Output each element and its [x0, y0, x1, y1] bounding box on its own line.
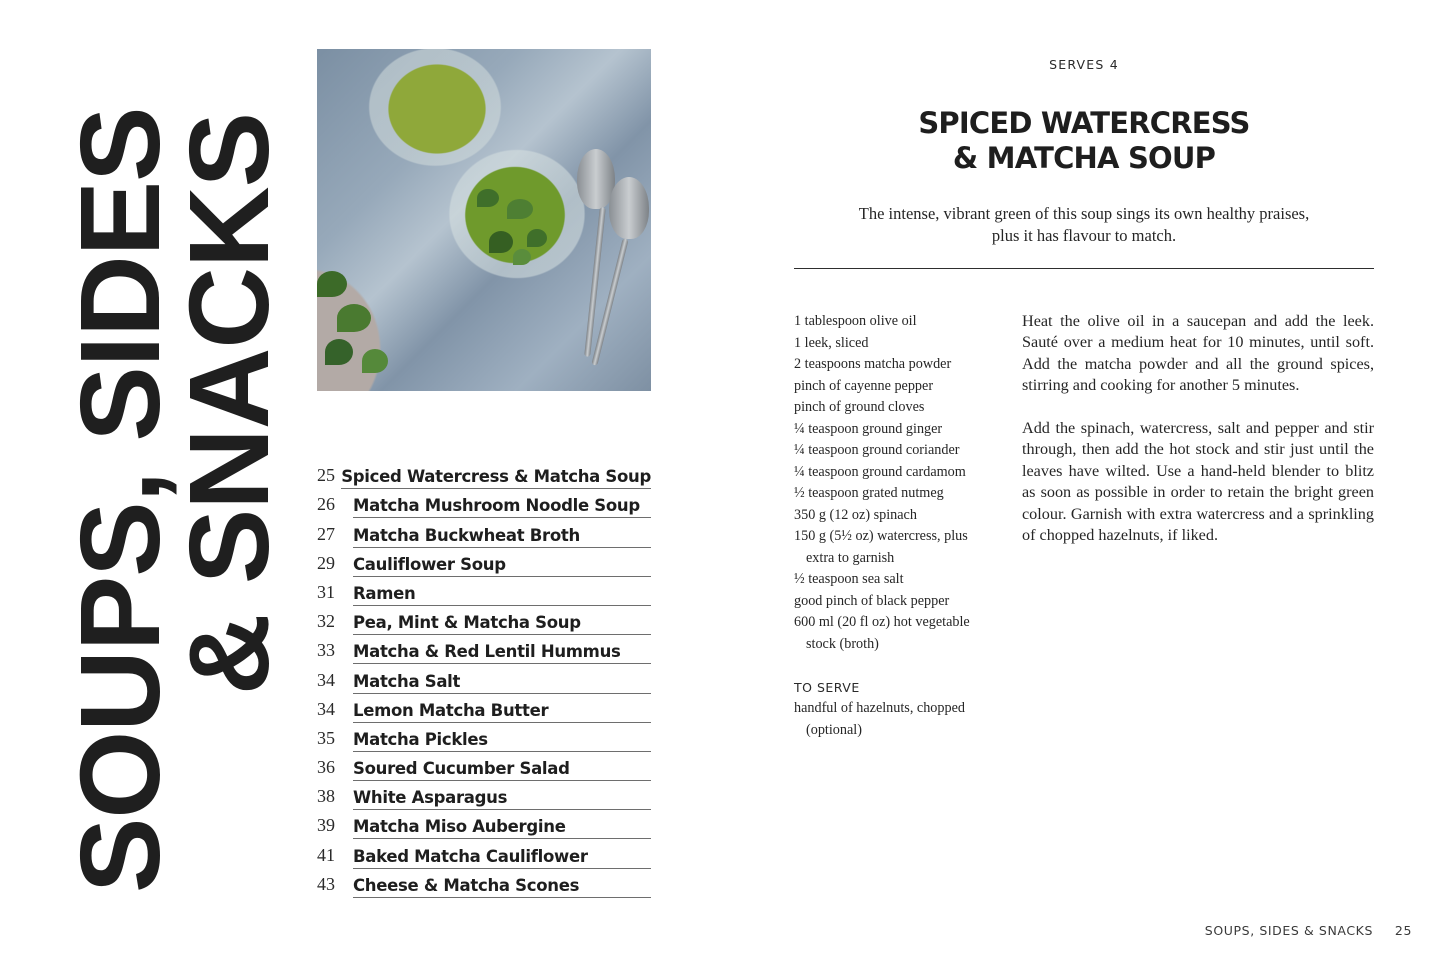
contents-page-number: 25 [317, 465, 335, 486]
contents-title[interactable]: Spiced Watercress & Matcha Soup [341, 467, 651, 489]
contents-item[interactable] [317, 460, 651, 489]
contents-title[interactable]: Cheese & Matcha Scones [353, 876, 651, 898]
chapter-title [57, 107, 292, 893]
method-step: Heat the olive oil in a saucepan and add the leek. Sauté over a medium heat for 10 minutes, until soft. Add the matcha powder and all the ground spices, stirring and cooking for another 5 minutes. [1022, 312, 1374, 395]
ingredient: ¼ teaspoon ground coriander [794, 442, 960, 458]
chapter-title-line-2: & SNACKS [166, 113, 292, 696]
contents-item[interactable] [317, 810, 651, 839]
contents-page-number: 43 [317, 873, 335, 894]
contents-page-number: 39 [317, 815, 335, 836]
ingredient: 2 teaspoons matcha powder [794, 356, 952, 372]
left-page [0, 0, 722, 960]
contents-item[interactable] [317, 664, 651, 693]
ingredient: good pinch of black pepper [794, 592, 950, 609]
ingredient: pinch of ground cloves [794, 399, 925, 415]
to-serve-heading: TO SERVE [794, 679, 860, 695]
ingredient: ½ teaspoon grated nutmeg [794, 485, 944, 501]
contents-title[interactable]: Matcha Buckwheat Broth [353, 526, 651, 548]
contents-page-number: 32 [317, 611, 335, 632]
page-number: 25 [1394, 923, 1412, 938]
intro-line-2: plus it has flavour to match. [991, 226, 1177, 245]
contents-title[interactable]: Matcha Mushroom Noodle Soup [353, 496, 651, 518]
contents-item[interactable] [317, 723, 651, 752]
ingredients-list [794, 311, 994, 741]
contents-page-number: 31 [317, 581, 335, 602]
contents-title[interactable]: Pea, Mint & Matcha Soup [353, 613, 651, 635]
contents-item[interactable] [317, 518, 651, 547]
method-step: Add the spinach, watercress, salt and pepper and stir through, then add the hot stock and stir just until the leaves have wilted. Use a hand-held blender to blitz as soon as possible in order to retain the bright green colour. Garnish with extra watercress and a sprinkling of chopped hazelnuts, if liked. [1022, 419, 1374, 545]
contents-item[interactable] [317, 869, 651, 898]
ingredient: 1 tablespoon olive oil [794, 313, 917, 329]
contents-item[interactable] [317, 781, 651, 810]
serves-label: SERVES 4 [1049, 57, 1119, 72]
method [1022, 311, 1374, 568]
contents-title[interactable]: Soured Cucumber Salad [353, 759, 651, 781]
page-footer [722, 923, 1422, 943]
contents-item[interactable] [317, 489, 651, 518]
contents-page-number: 41 [317, 844, 335, 865]
contents-title[interactable]: Ramen [353, 584, 651, 606]
contents-page-number: 33 [317, 640, 335, 661]
contents-page-number: 26 [317, 494, 335, 515]
contents-item[interactable] [317, 606, 651, 635]
ingredient: ½ teaspoon sea salt [794, 571, 904, 587]
right-page [722, 0, 1445, 960]
contents-item[interactable] [317, 694, 651, 723]
ingredient: pinch of cayenne pepper [794, 377, 934, 394]
recipe-title-line-2: & MATCHA SOUP [952, 141, 1216, 175]
contents-title[interactable]: Baked Matcha Cauliflower [353, 847, 651, 869]
footer-section-title: SOUPS, SIDES & SNACKS [1204, 923, 1373, 938]
contents-title[interactable]: Matcha Miso Aubergine [353, 817, 651, 839]
ingredient: ¼ teaspoon ground ginger [794, 420, 943, 437]
contents-title[interactable]: Matcha Pickles [353, 730, 651, 752]
ingredient: 1 leek, sliced [794, 334, 869, 351]
contents-title[interactable]: Matcha & Red Lentil Hummus [353, 642, 651, 664]
contents-title[interactable]: White Asparagus [353, 788, 651, 810]
contents-page-number: 36 [317, 757, 335, 778]
chapter-title-line-1: SOUPS, SIDES [57, 107, 183, 893]
contents-title[interactable]: Matcha Salt [353, 672, 651, 694]
contents-item[interactable] [317, 577, 651, 606]
contents-item[interactable] [317, 635, 651, 664]
ingredient: 600 ml (20 fl oz) hot vegetable stock (broth) [794, 614, 970, 652]
contents-page-number: 34 [317, 698, 335, 719]
contents-item[interactable] [317, 752, 651, 781]
contents-item[interactable] [317, 839, 651, 868]
recipe-photo [317, 49, 651, 391]
contents-title[interactable]: Cauliflower Soup [353, 555, 651, 577]
contents-title[interactable]: Lemon Matcha Butter [353, 701, 651, 723]
ingredient: ¼ teaspoon ground cardamom [794, 463, 966, 480]
ingredient: handful of hazelnuts, chopped (optional) [794, 700, 965, 738]
divider [794, 268, 1374, 269]
recipe-title [794, 106, 1374, 176]
ingredient: 150 g (5½ oz) watercress, plus extra to garnish [794, 528, 968, 566]
recipe-title-line-1: SPICED WATERCRESS [918, 106, 1250, 140]
ingredient: 350 g (12 oz) spinach [794, 506, 917, 523]
contents-page-number: 38 [317, 786, 335, 807]
contents-page-number: 35 [317, 727, 335, 748]
recipe-intro [794, 203, 1374, 247]
contents-page-number: 29 [317, 552, 335, 573]
contents-item[interactable] [317, 548, 651, 577]
contents-page-number: 34 [317, 669, 335, 690]
intro-line-1: The intense, vibrant green of this soup sings its own healthy praises, [858, 204, 1310, 223]
contents-list [317, 460, 651, 898]
contents-page-number: 27 [317, 523, 335, 544]
